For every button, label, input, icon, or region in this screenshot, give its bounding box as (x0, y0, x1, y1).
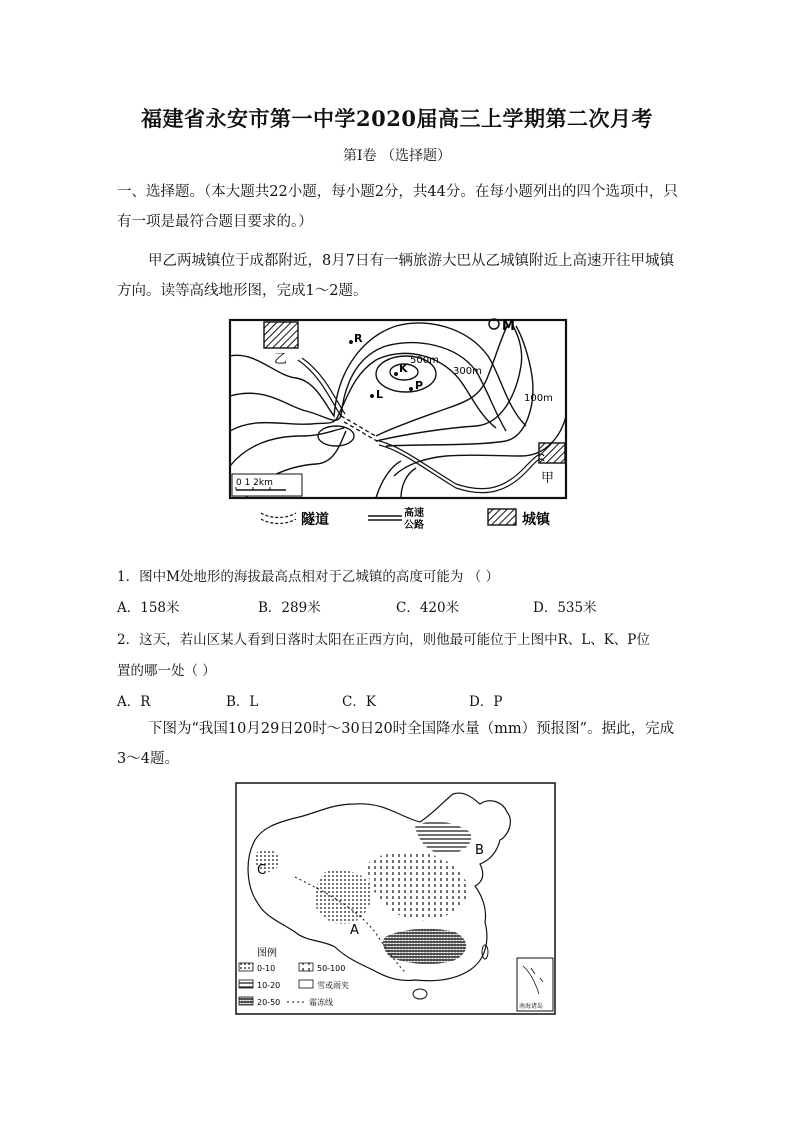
point-p-label: P (415, 379, 424, 392)
legend2-title: 图例 (257, 948, 277, 959)
inset-label: 南海诸岛 (519, 1003, 544, 1010)
legend-tunnel-symbol (261, 513, 296, 518)
passage-2: 下图为“我国10月29日20时～30日20时全国降水量（mm）预报图”。据此，完成3～4题。 (117, 721, 675, 767)
legend-town-label: 城镇 (522, 512, 550, 528)
contour-500-label: 500m (410, 355, 439, 366)
legend-town-symbol (488, 509, 516, 525)
town-yi-marker (264, 322, 298, 348)
legend2-10-20-symbol (239, 980, 253, 988)
point-k-dot (394, 372, 398, 376)
passage-1: 甲乙两城镇位于成都附近，8月7日有一辆旅游大巴从乙城镇附近上高速开往甲城镇方向。读等高线地形图，完成1～2题。 (117, 253, 674, 299)
legend2-20-50-label: 20-50 (257, 998, 281, 1007)
legend2-snow-label: 雪或雨夹 (317, 981, 349, 990)
point-m-label: M (502, 319, 515, 334)
contour-100-label: 100m (524, 393, 553, 404)
section-subtitle: 第Ⅰ卷 （选择题） (343, 148, 451, 164)
legend-highway-label-1: 高速 (404, 508, 424, 519)
map2-label-c: C (257, 863, 267, 878)
scale-text: 0 1 2km (236, 478, 273, 488)
legend2-50-100-label: 50-100 (317, 964, 346, 973)
legend2-20-50-symbol (239, 997, 253, 1005)
town-jia-label: 甲 (541, 471, 555, 486)
point-r-dot (349, 340, 353, 344)
legend-tunnel-label: 隧道 (301, 512, 329, 528)
point-p-dot (409, 387, 413, 391)
legend-highway-label-2: 公路 (404, 520, 424, 531)
town-jia-marker (539, 443, 565, 463)
question-2-stem-line1: 2．这天，若山区某人看到日落时太阳在正西方向，则他最可能位于上图中R、L、K、P位 (117, 632, 650, 648)
point-k-label: K (399, 362, 408, 375)
tunnel-line (341, 416, 376, 436)
page-title: 福建省永安市第一中学2020届高三上学期第二次月考 (141, 106, 653, 131)
q1-option-b: B．289米 (258, 600, 321, 616)
town-yi-label: 乙 (274, 352, 288, 367)
q2-option-b: B．L (226, 694, 259, 710)
contour-lines (230, 323, 566, 498)
contour-map-figure (226, 316, 571, 536)
legend2-frost-label: 霜冻线 (309, 998, 333, 1007)
q2-option-a: A．R (117, 694, 151, 710)
map2-label-a: A (350, 923, 359, 938)
point-l-dot (370, 394, 374, 398)
q1-option-d: D．535米 (533, 600, 597, 616)
question-2-stem-line2: 置的哪一处（ ） (117, 663, 216, 679)
legend2-snow-symbol (299, 980, 313, 988)
contour-300-label: 300m (453, 366, 482, 377)
map2-label-b: B (475, 843, 484, 858)
point-l-label: L (376, 388, 384, 401)
contour-map (226, 316, 571, 536)
q2-option-c: C．K (342, 694, 376, 710)
point-r-label: R (354, 332, 363, 345)
region-20-50-south (383, 929, 466, 964)
q1-option-c: C．420米 (396, 600, 460, 616)
precipitation-map-figure (235, 782, 557, 1016)
legend2-50-100-symbol (299, 963, 313, 971)
question-1-stem: 1．图中M处地形的海拔最高点相对于乙城镇的高度可能为 （ ） (117, 569, 499, 585)
legend2-0-10-symbol (239, 963, 253, 971)
legend2-0-10-label: 0-10 (257, 964, 276, 973)
q2-option-d: D．P (469, 694, 503, 710)
section-heading: 一、选择题。（本大题共22小题，每小题2分，共44分。在每小题列出的四个选项中，只有一项是最符合题目要求的。） (117, 184, 678, 230)
legend2-10-20-label: 10-20 (257, 981, 281, 990)
precipitation-map (235, 782, 557, 1016)
q1-option-a: A．158米 (117, 600, 180, 616)
